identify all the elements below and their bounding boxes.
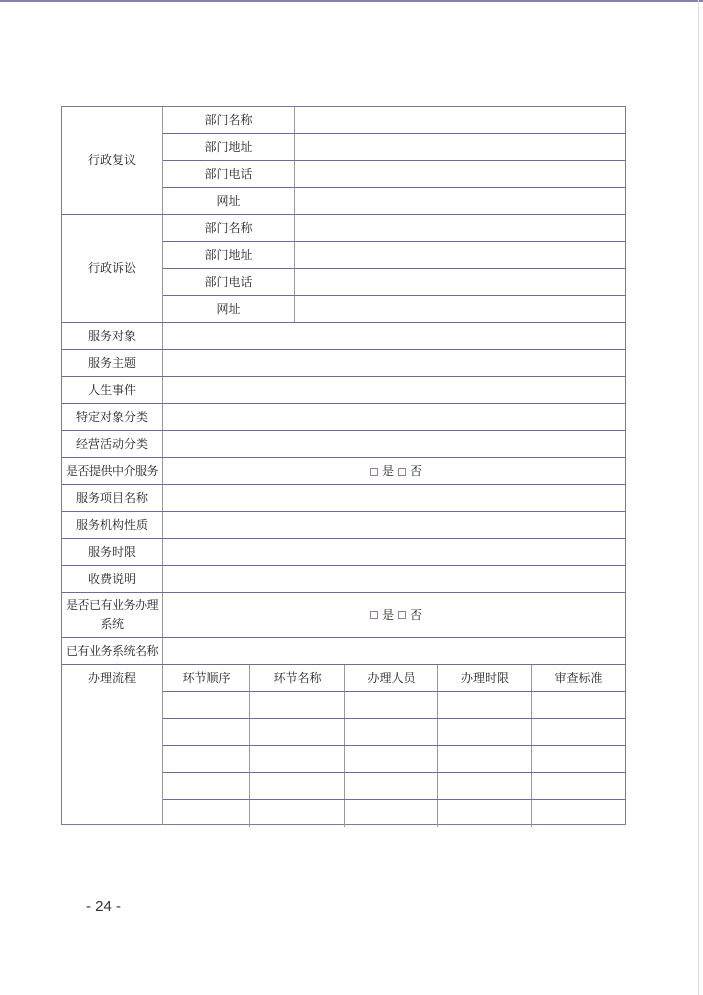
intermediary-no-checkbox[interactable] [398,468,406,476]
process-table-cell[interactable] [250,773,345,800]
admin-litigation-label: 行政诉讼 [87,261,136,276]
process-table-cell[interactable] [163,719,250,746]
service-time-limit-value[interactable] [163,539,625,566]
process-table-cell[interactable] [250,800,345,827]
process-header-cell: 环节顺序 [182,671,231,686]
intermediary-yes-checkbox[interactable] [370,468,378,476]
process-label: 办理流程 [87,671,136,686]
intermediary-options [163,458,625,485]
has-system-label-line2: 系统 [100,617,124,631]
system-name-value[interactable] [163,638,625,664]
has-system-yes-checkbox[interactable] [370,611,378,619]
specific-target-value[interactable] [163,404,625,431]
has-system-label-line1: 是否已有业务办理 [65,597,158,612]
admin-litigation-dept-phone-label: 部门电话 [204,275,253,290]
fee-note-value[interactable] [163,566,625,592]
service-target-value[interactable] [163,323,625,350]
admin-review-dept-name-label: 部门名称 [204,113,253,128]
agency-nature-label: 服务机构性质 [75,518,148,533]
business-activity-value[interactable] [163,431,625,458]
service-target-label: 服务对象 [87,329,136,344]
admin-review-dept-address-label: 部门地址 [204,140,253,155]
process-header-cell: 环节名称 [273,671,322,686]
service-form-table [61,106,626,825]
has-system-no-label: 否 [410,607,423,622]
process-table-cell[interactable] [345,746,438,773]
process-table-cell[interactable] [163,746,250,773]
has-system-no-checkbox[interactable] [398,611,406,619]
fee-note-label: 收费说明 [87,571,136,586]
process-header-cell: 办理人员 [367,671,416,686]
process-table-cell[interactable] [345,692,438,719]
has-system-options [163,593,625,637]
process-table-cell[interactable] [532,800,625,827]
service-theme-label: 服务主题 [87,356,136,371]
process-table-cell[interactable] [163,692,250,719]
admin-review-website-value[interactable] [295,188,625,215]
business-activity-label: 经营活动分类 [75,437,148,452]
process-table-cell[interactable] [438,773,532,800]
agency-nature-value[interactable] [163,512,625,539]
admin-litigation-website-value[interactable] [295,296,625,322]
admin-litigation-dept-address-label: 部门地址 [204,248,253,263]
admin-litigation-dept-phone-value[interactable] [295,269,625,296]
process-table-cell[interactable] [250,746,345,773]
process-header-cell: 审查标准 [554,671,603,686]
admin-review-dept-phone-value[interactable] [295,161,625,188]
process-table-cell[interactable] [438,719,532,746]
admin-review-label: 行政复议 [87,153,136,168]
admin-litigation-dept-name-label: 部门名称 [204,221,253,236]
admin-review-dept-address-value[interactable] [295,134,625,161]
process-table-cell[interactable] [250,692,345,719]
page-top-border [0,0,703,2]
service-time-limit-label: 服务时限 [87,545,136,560]
process-table-cell[interactable] [532,692,625,719]
page-number: - 24 - [86,898,122,915]
process-table-cell[interactable] [163,800,250,827]
admin-review-website-label: 网址 [216,194,241,209]
admin-review-dept-name-value[interactable] [295,107,625,134]
process-table-cell[interactable] [345,719,438,746]
admin-litigation-website-label: 网址 [216,301,241,316]
intermediary-yes-label: 是 [381,464,394,479]
life-event-value[interactable] [163,377,625,404]
service-item-name-value[interactable] [163,485,625,512]
life-event-label: 人生事件 [87,383,136,398]
process-table-cell[interactable] [250,719,345,746]
process-table-cell[interactable] [163,773,250,800]
system-name-label: 已有业务系统名称 [65,643,158,658]
page-right-border [698,0,699,995]
service-theme-value[interactable] [163,350,625,377]
service-item-name-label: 服务项目名称 [75,491,148,506]
has-system-yes-label: 是 [381,607,394,622]
process-table-cell[interactable] [438,746,532,773]
admin-litigation-dept-name-value[interactable] [295,215,625,242]
intermediary-no-label: 否 [410,464,423,479]
process-table-cell[interactable] [532,746,625,773]
intermediary-label: 是否提供中介服务 [65,464,158,479]
process-table-cell[interactable] [532,719,625,746]
process-table-cell[interactable] [532,773,625,800]
has-system-label [62,593,162,637]
specific-target-label: 特定对象分类 [75,410,148,425]
process-table-cell[interactable] [345,800,438,827]
process-table-cell[interactable] [438,692,532,719]
admin-review-dept-phone-label: 部门电话 [204,167,253,182]
admin-litigation-dept-address-value[interactable] [295,242,625,269]
process-header-cell: 办理时限 [460,671,509,686]
process-table-cell[interactable] [345,773,438,800]
process-table-cell[interactable] [438,800,532,827]
